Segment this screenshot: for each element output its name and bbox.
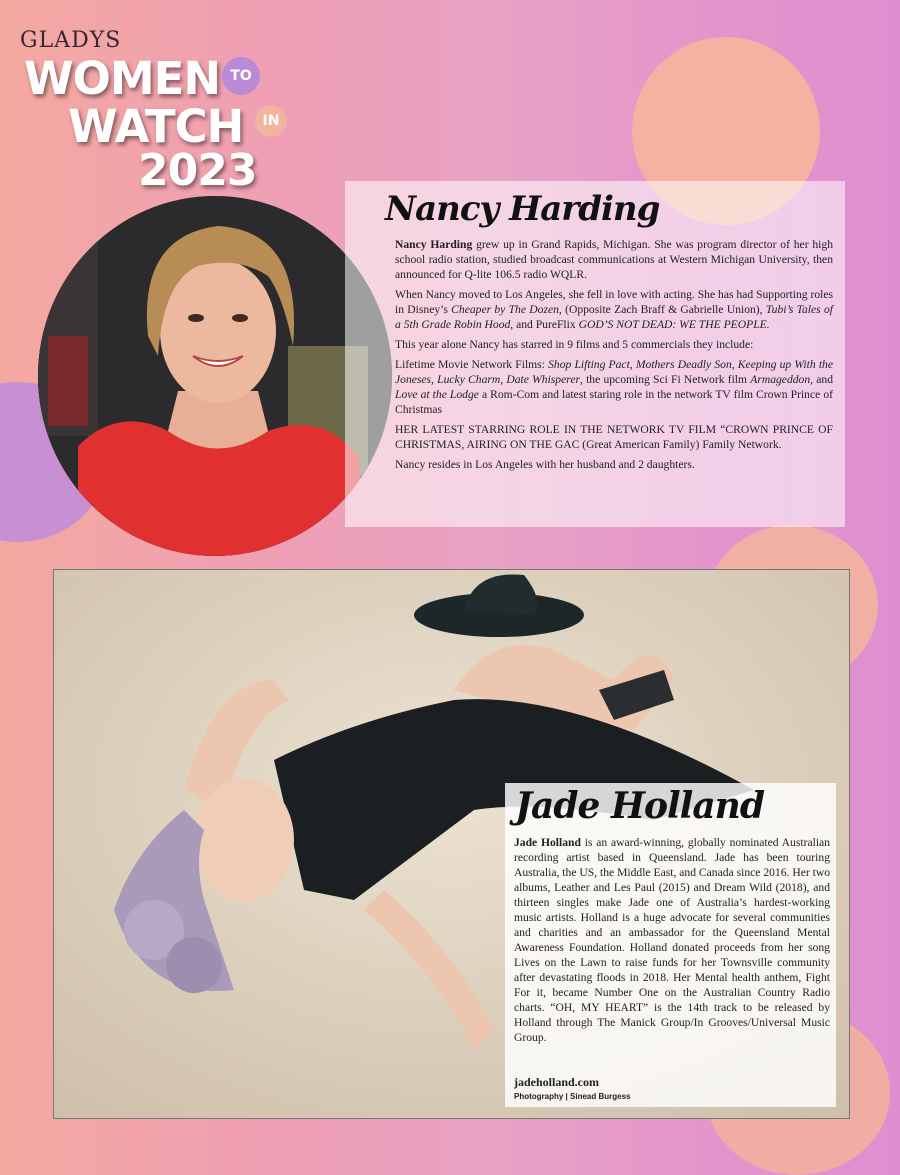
nancy-p2-text-c: , and PureFlix <box>510 318 579 331</box>
nancy-paragraph-2 <box>395 287 833 332</box>
brand-logo: GLADYS <box>20 28 122 53</box>
nancy-p4-text-b: , the upcoming Sci Fi Network film <box>579 373 751 386</box>
nancy-p2-title-1: Cheaper by The Dozen <box>451 303 559 316</box>
jade-body-text: is an award-winning, globally nominated Australian recording artist based in Queensland. Jade has been touring Australia, the US, the Middle East, and Canada since 2016. Her two albums, Leather and Les Paul (2015) and Dream Wild (2018), and thirteen singles make Jade one of Australia’s hardest-working music artists. Holland is a huge advocate for several communities and charities and an ambassador for the Queensland Mental Awareness Foundation. Holland donated proceeds from her song Lives on the Lawn to raise funds for her Townsville community after devastating floods in 2018. Her Mental health anthem, Fight For it, became Number One on the Australian Country Radio charts. “OH, MY HEART” is the 14th track to be released by Holland through The Manick Group/In Grooves/Universal Music Group. <box>514 836 830 1044</box>
nancy-paragraph-3: This year alone Nancy has starred in 9 films and 5 commercials they include: <box>395 338 754 351</box>
headline-year: 2023 <box>138 145 257 196</box>
jade-website-link[interactable]: jadeholland.com <box>514 1075 600 1089</box>
nancy-name-heading: Nancy Harding <box>385 189 660 229</box>
masthead <box>18 28 298 198</box>
nancy-p4-titles: Shop Lifting Pact, Mothers Deadly Son, Keeping up With the Joneses, Lucky Charm, Date Whisperer <box>395 358 833 386</box>
headline-women: WOMEN <box>24 52 221 105</box>
headline-watch: WATCH <box>68 100 244 153</box>
bubble-to: TO <box>222 57 260 95</box>
jade-name-heading: Jade Holland <box>515 785 765 827</box>
nancy-p4-title-armageddon: Armageddon <box>750 373 811 386</box>
nancy-p2-text-a: When Nancy moved to Los Angeles, she fell in love with acting. She has had Supporting roles in Disney’s <box>395 288 833 316</box>
nancy-article-card <box>345 181 845 527</box>
nancy-article-body <box>395 237 833 477</box>
nancy-p4-text-d: a Rom-Com and latest staring role in the network TV film Crown Prince of Christmas <box>395 388 833 416</box>
nancy-paragraph-4 <box>395 357 833 417</box>
nancy-paragraph-5: HER LATEST STARRING ROLE IN THE NETWORK TV FILM “CROWN PRINCE OF CHRISTMAS, AIRING ON THE GAC (Great American Family) Family Network. <box>395 423 833 451</box>
nancy-p4-text-c: , and <box>810 373 834 386</box>
nancy-paragraph-1 <box>395 237 833 282</box>
bubble-in: IN <box>255 105 287 137</box>
jade-name-bold: Jade Holland <box>514 836 581 849</box>
nancy-p2-title-2: Tubi’s Tales of a 5th Grade Robin Hood <box>395 303 833 331</box>
nancy-paragraph-6: Nancy resides in Los Angeles with her husband and 2 daughters. <box>395 458 695 471</box>
nancy-p4-text-a: Lifetime Movie Network Films: <box>395 358 549 371</box>
nancy-portrait-photo <box>38 196 392 556</box>
nancy-name-bold: Nancy Harding <box>395 238 473 251</box>
photo-credit: Photography | Sinead Burgess <box>514 1092 631 1101</box>
jade-article-card <box>505 783 836 1107</box>
jade-article-body <box>514 835 830 1045</box>
nancy-p4-title-lodge: Love at the Lodge <box>395 388 479 401</box>
nancy-p1-text: grew up in Grand Rapids, Michigan. She was program director of her high school radio station, studied broadcast communications at Western Michigan University, then announced for Q-lite 106.5 radio WQLR. <box>395 238 833 281</box>
nancy-p2-text-b: , (Opposite Zach Braff & Gabrielle Union), <box>558 303 766 316</box>
nancy-p2-title-3: GOD’S NOT DEAD: WE THE PEOPLE. <box>578 318 770 331</box>
jade-paragraph <box>514 835 830 1045</box>
